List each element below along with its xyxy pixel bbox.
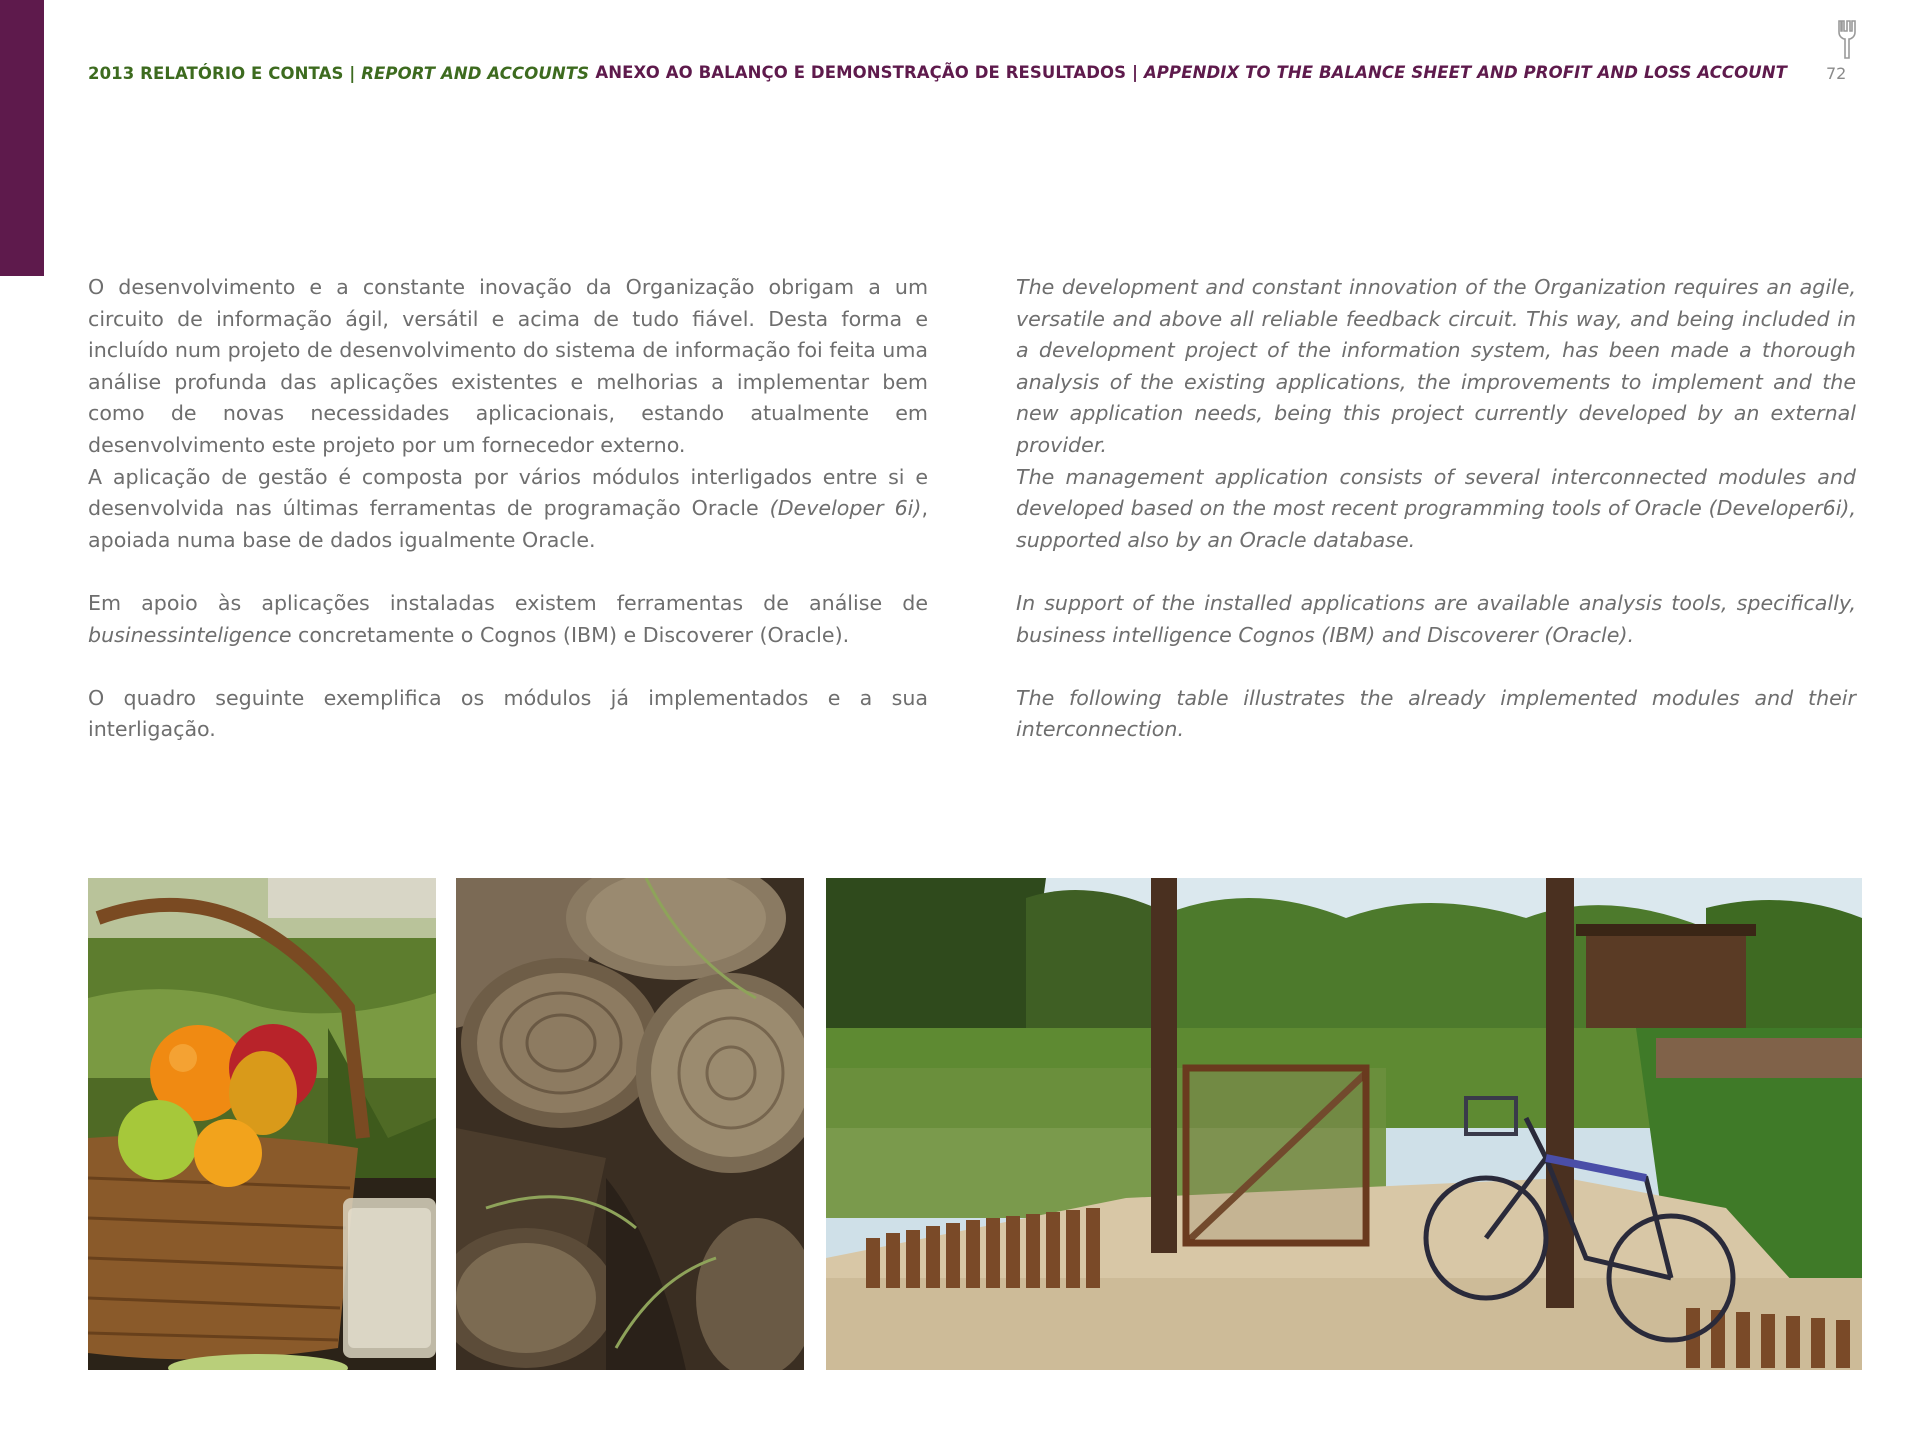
portuguese-text-column: [88, 272, 928, 746]
fruit-basket-photo: [88, 878, 436, 1370]
pt-p3-text-b: concretamente o Cognos (IBM) e Discoverer (Oracle).: [291, 622, 850, 647]
pt-p2-italic: (Developer 6i): [769, 496, 922, 521]
pt-p3-italic: businessinteligence: [88, 622, 292, 647]
pt-paragraph-2: [88, 462, 928, 557]
accent-side-bar: [0, 0, 44, 276]
english-text-column: [1016, 272, 1856, 746]
en-paragraph-1: The development and constant innovation of the Organization requires an agile, versatile and above all reliable feedback circuit. This way, and being included in a development project of the information system, has been made a thorough analysis of the existing applications, the improvements to implement and the new application needs, being this project currently developed by an external provider.: [1016, 275, 1856, 457]
stacked-logs-photo: [456, 878, 804, 1370]
pt-p2-text-b: , apoiada numa base de dados igualmente Oracle.: [88, 496, 928, 552]
report-title-en: REPORT AND ACCOUNTS: [361, 64, 590, 83]
report-title-pt: 2013 RELATÓRIO E CONTAS |: [88, 64, 362, 83]
pt-paragraph-4: O quadro seguinte exemplifica os módulos já implementados e a sua interligação.: [88, 685, 928, 742]
garden-gate-bicycle-photo: [826, 878, 1862, 1370]
section-title-pt: ANEXO AO BALANÇO E DEMONSTRAÇÃO DE RESULTADOS |: [595, 63, 1144, 82]
en-paragraph-4: The following table illustrates the already implemented modules and their interconnection.: [1016, 685, 1856, 742]
section-title-header: [595, 63, 1787, 82]
page-number: 72: [1826, 64, 1847, 83]
pt-paragraph-1: O desenvolvimento e a constante inovação da Organização obrigam a um circuito de informação ágil, versátil e acima de tudo fiável. Desta forma e incluído num projeto de desenvolvimento do sistema de informação foi feita uma análise profunda das aplicações existentes e melhorias a implementar bem como de novas necessidades aplicacionais, estando atualmente em desenvolvimento este projeto por um fornecedor externo.: [88, 275, 928, 457]
pt-paragraph-3: [88, 588, 928, 651]
report-title-header: [88, 64, 589, 83]
pt-p2-text-a: A aplicação de gestão é composta por vários módulos interligados entre si e desenvolvida nas últimas ferramentas de programação Oracle: [88, 464, 928, 521]
en-paragraph-2: The management application consists of several interconnected modules and developed based on the most recent programming tools of Oracle (Developer6i), supported also by an Oracle database.: [1016, 464, 1856, 552]
section-title-en: APPENDIX TO THE BALANCE SHEET AND PROFIT AND LOSS ACCOUNT: [1143, 63, 1787, 82]
fork-icon: [1836, 20, 1858, 60]
pt-p3-text-a: Em apoio às aplicações instaladas existem ferramentas de análise de: [88, 590, 928, 615]
en-paragraph-3: In support of the installed applications are available analysis tools, specifically, business intelligence Cognos (IBM) and Discoverer (Oracle).: [1016, 590, 1856, 647]
